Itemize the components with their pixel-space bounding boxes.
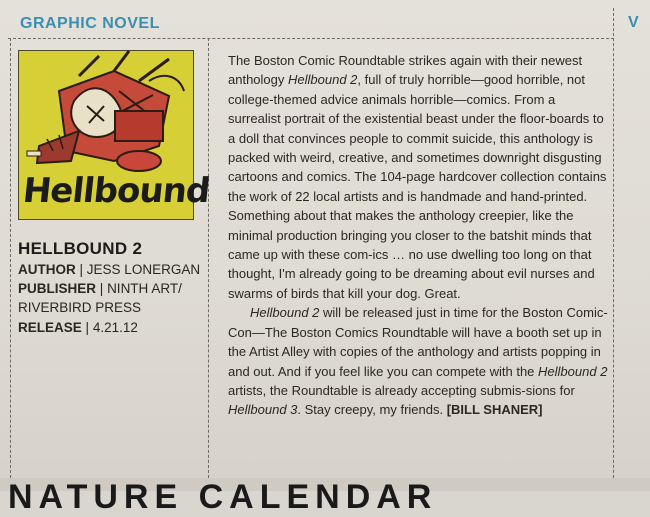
author-label: AUTHOR bbox=[18, 262, 76, 277]
book-cover-image bbox=[18, 50, 212, 220]
release-value: 4.21.12 bbox=[92, 320, 138, 335]
text-run: , full of truly horrible—good horrible, not college-themed advice animals horrible—comics. From a surrealist portrait of the existential beast under the floor-boards to a doll that convinces people to commit suicide, this anthology is packed with weird, creative, and sometimes downright disgusting cartoons and comics. The 104-page hardcover collection contains the work of 22 local artists and is handmade and hand-printed. Something about that makes the anthology creepier, like the minimal production bringing you closer to the batshit minds that came up with these com-ics … no use dwelling too long on that thought, I'm already going to be dreaming about evil nurses and swarms of birds that kill your dog. Great. bbox=[228, 72, 607, 301]
paragraph-2 bbox=[228, 303, 608, 419]
title-italic: Hellbound 2 bbox=[250, 305, 320, 321]
title-italic: Hellbound 2 bbox=[288, 72, 358, 88]
book-title: HELLBOUND 2 bbox=[18, 239, 143, 258]
separator: | bbox=[85, 320, 90, 335]
separator: | bbox=[99, 281, 104, 296]
next-section-fragment: V bbox=[628, 14, 639, 31]
column-divider bbox=[208, 38, 209, 478]
publisher-line-2 bbox=[18, 300, 141, 315]
publisher-label: PUBLISHER bbox=[18, 281, 97, 296]
review-body bbox=[228, 51, 608, 420]
text-run: artists, the Roundtable is already accepting submis-sions for bbox=[228, 382, 575, 398]
publisher-value-1: NINTH ART/ bbox=[107, 281, 182, 296]
right-dashed-rule bbox=[613, 8, 614, 488]
author-line bbox=[18, 262, 200, 277]
separator: | bbox=[79, 262, 84, 277]
title-italic: Hellbound 2 bbox=[538, 363, 608, 379]
cover-title-lettering: Hellbound bbox=[20, 171, 212, 211]
paragraph-1 bbox=[228, 51, 608, 303]
text-run: . Stay creepy, my friends. bbox=[297, 402, 447, 418]
publisher-value-2: RIVERBIRD PRESS bbox=[18, 300, 142, 315]
text-run: will be released just in time for the Boston Comic-Con—The Boston Comics Roundtable will have a booth set up in the Artist Alley with copies of the anthology and artists popping in and out. And if you feel like you can compete with the bbox=[228, 305, 608, 379]
byline: [BILL SHANER] bbox=[446, 402, 543, 418]
title-italic: Hellbound 3 bbox=[228, 402, 298, 418]
release-line bbox=[18, 320, 138, 335]
next-section-banner bbox=[8, 474, 568, 516]
banner-text: NATURE CALENDAR bbox=[8, 478, 438, 516]
publisher-line bbox=[18, 281, 182, 296]
text-run: The Boston Comic Roundtable strikes again with their newest anthology bbox=[228, 53, 583, 88]
section-label: GRAPHIC NOVEL bbox=[20, 15, 160, 32]
author-value: JESS LONERGAN bbox=[86, 262, 201, 277]
release-label: RELEASE bbox=[18, 320, 82, 335]
left-dashed-rule bbox=[10, 38, 11, 478]
